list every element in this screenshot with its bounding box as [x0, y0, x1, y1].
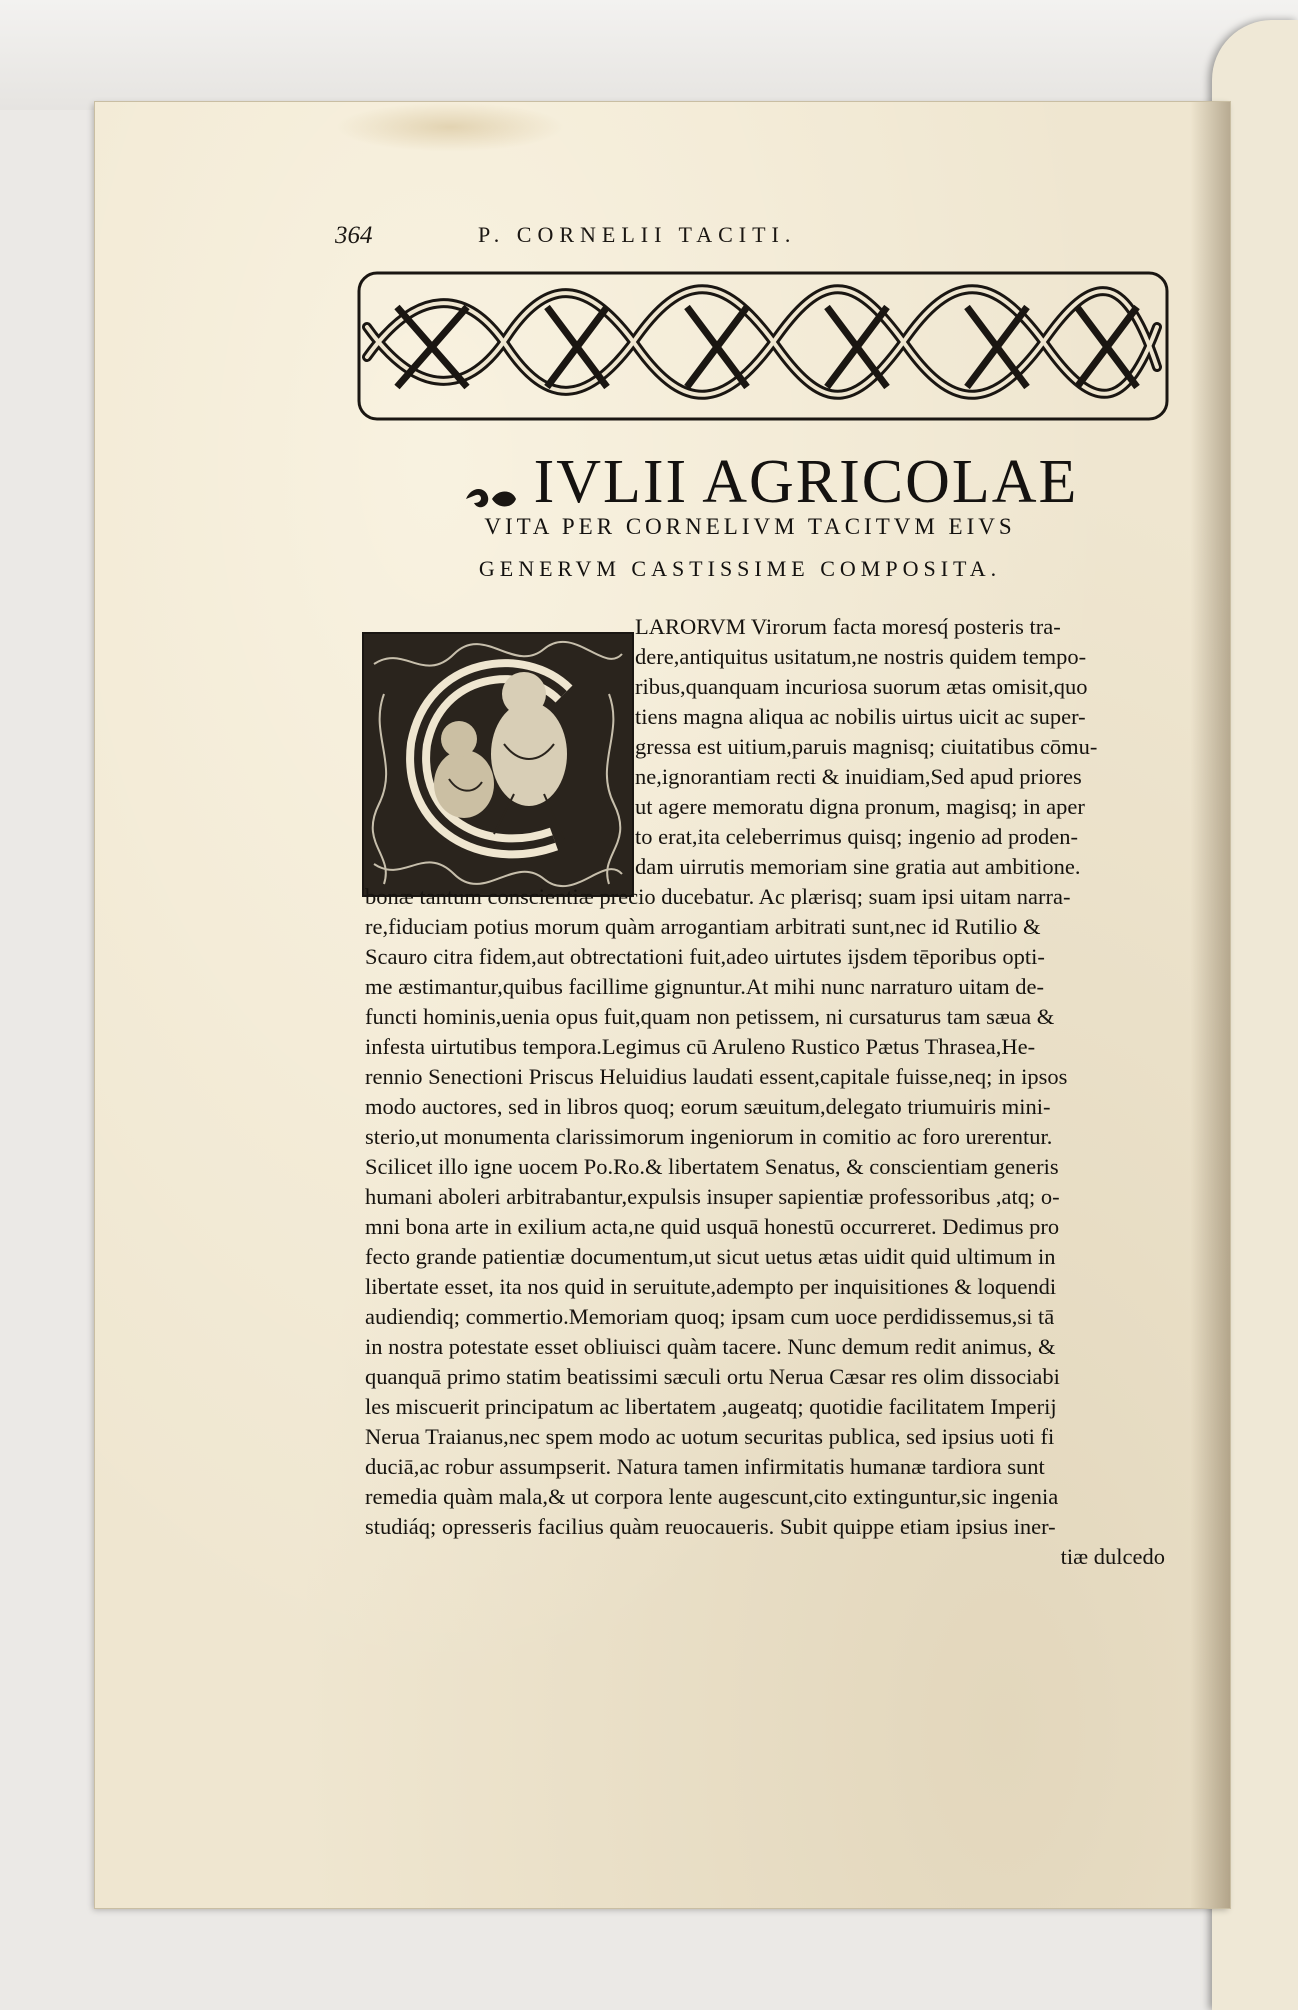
text-line: functi hominis,uenia opus fuit,quam non petissem, ni cursaturus tam sæua &	[365, 1004, 1055, 1029]
text-line: dere,antiquitus usitatum,ne nostris quidem tempo-	[635, 644, 1087, 669]
text-line: modo auctores, sed in libros quoq; eorum sæuitum,delegato triumuiris mini-	[365, 1094, 1051, 1119]
text-line: audiendiq; commertio.Memoriam quoq; ipsam cum uoce perdidissemus,si tā	[365, 1304, 1055, 1329]
text-line: les miscuerit principatum ac libertatem ,augeatq; quotidie facilitatem Imperij	[365, 1394, 1057, 1419]
text-line: libertate esset, ita nos quid in seruitute,adempto per inquisitiones & loquendi	[365, 1274, 1057, 1299]
title: IVLII AGRICOLAE	[533, 448, 1079, 516]
text-line: dam uirrutis memoriam sine gratia aut ambitione.	[635, 854, 1081, 879]
text-line: fecto grande patientiæ documentum,ut sicut uetus ætas uidit quid ultimum in	[365, 1244, 1056, 1269]
background	[0, 0, 1298, 110]
text-line: studiáq; opresseris facilius quàm reuocaueris. Subit quippe etiam ipsius iner-	[365, 1514, 1056, 1539]
subtitle-line-1: VITA PER CORNELIVM TACITVM EIVS	[484, 514, 1016, 539]
text-line: duciā,ac robur assumpserit. Natura tamen infirmitatis humanæ tardiora sunt	[365, 1454, 1045, 1479]
text-line: Nerua Traianus,nec spem modo ac uotum securitas publica, sed ipsius uoti fi	[365, 1424, 1055, 1449]
page-gutter	[1190, 102, 1230, 1908]
text-line: infesta uirtutibus tempora.Legimus cū Aruleno Rustico Pætus Thrasea,He-	[365, 1034, 1036, 1059]
text-line: remedia quàm mala,& ut corpora lente augescunt,cito extinguntur,sic ingenia	[365, 1484, 1059, 1509]
catchword: tiæ dulcedo	[1060, 1544, 1165, 1569]
text-line: LARORVM Virorum facta moresq́ posteris tra-	[635, 614, 1061, 639]
text-line: sterio,ut monumenta clarissimorum ingeniorum in comitio ac foro urerentur.	[365, 1124, 1053, 1149]
text-line: mni bona arte in exilium acta,ne quid usquā honestū occurreret. Dedimus pro	[365, 1214, 1060, 1239]
text-line: ribus,quanquam incuriosa suorum ætas omisit,quo	[635, 674, 1088, 699]
text-line: gressa est uitium,paruis magnisq; ciuitatibus cōmu-	[635, 734, 1098, 759]
running-head	[335, 222, 1195, 252]
text-line: me æstimantur,quibus facillime gignuntur.At mihi nunc narraturo uitam de-	[365, 974, 1044, 999]
historiated-initial-c-icon	[362, 632, 634, 897]
text-line: quanquā primo statim beatissimi sæculi ortu Nerua Cæsar res olim dissociabi	[365, 1364, 1060, 1389]
text-line: rennio Senectioni Priscus Heluidius laudati essent,capitale fuisse,neq; in ipsos	[365, 1064, 1068, 1089]
text-line: humani aboleri arbitrabantur,expulsis insuper sapientiæ professoribus ,atq; o-	[365, 1184, 1060, 1209]
text-line: re,fiduciam potius morum quàm arrogantiam arbitrati sunt,nec id Rutilio &	[365, 914, 1041, 939]
interlace-headpiece-icon	[357, 267, 1169, 425]
fleuron-icon	[462, 481, 520, 515]
text-line: to erat,ita celeberrimus quisq; ingenio ad proden-	[635, 824, 1078, 849]
text-line: in nostra potestate esset obliuisci quàm tacere. Nunc demum redit animus, &	[365, 1334, 1056, 1359]
running-title: P. CORNELII TACITI.	[478, 222, 797, 247]
subtitle-line-2: GENERVM CASTISSIME COMPOSITA.	[478, 556, 1002, 581]
text-line: bonæ tantum conscientiæ precio ducebatur. Ac plærisq; suam ipsi uitam narra-	[365, 884, 1071, 909]
text-line: Scauro citra fidem,aut obtrectationi fuit,adeo uirtutes ijsdem tēporibus opti-	[365, 944, 1045, 969]
text-line: Scilicet illo igne uocem Po.Ro.& libertatem Senatus, & conscientiam generis	[365, 1154, 1059, 1179]
text-line: tiens magna aliqua ac nobilis uirtus uicit ac super-	[635, 704, 1086, 729]
text-line: ne,ignorantiam recti & inuidiam,Sed apud priores	[635, 764, 1082, 789]
text-line: ut agere memoratu digna pronum, magisq; in aper	[635, 794, 1085, 819]
title-block	[380, 447, 1160, 518]
page-number: 364	[335, 222, 373, 249]
page-stain	[335, 102, 565, 152]
